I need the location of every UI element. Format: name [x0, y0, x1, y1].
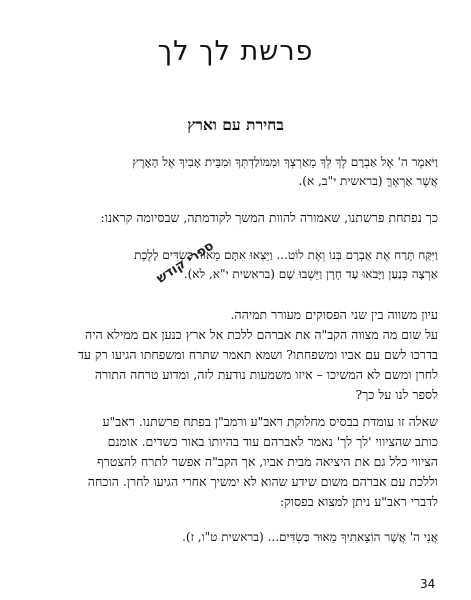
- paragraph-3: [33, 412, 438, 512]
- paragraph-line: לדברי ראב"ע ניתן למצוא בפסוק:: [279, 494, 438, 509]
- verse-2-line: אַרְצָה כְּנַעַן וַיָּבֹאוּ עַד חָרָן וַיֵּשְׁבוּ שָׁם (בראשית י"א, לא).: [183, 267, 438, 281]
- paragraph-line: על שום מה מצווה הקב"ה את אברהם ללכת אל ארץ כנען אם ממילא היה: [85, 327, 438, 342]
- verse-1-line: וַיֹּאמֶר ה' אֶל אַבְרָם לֶךְ לְךָ מֵאַרְצְךָ וּמִמּוֹלַדְתְּךָ וּמִבֵּית אָבִיךָ אֶל הָאָרֶץ: [132, 155, 438, 169]
- section-subtitle: בחירת עם וארץ: [187, 115, 284, 134]
- paragraph-line: כותב שהציווי 'לך לך' נאמר לאברהם עוד בהיותו באור כשדים. אומנם: [107, 434, 438, 449]
- paragraph-line: וללכת עם אברהם משום שידע שהוא לא ימשיך אחרי הגיעו לחרן. הוכחה: [87, 474, 438, 489]
- verse-3-line: אֲנִי ה' אֲשֶׁר הוֹצֵאתִיךָ מֵאוּר כַּשְׂדִּים... (בראשית ט"ו, ז).: [182, 530, 438, 544]
- verse-block-1: [33, 153, 438, 191]
- paragraph-line: כך נפתחת פרשתנו, שאמורה להוות המשך לקודמתה, שבסיומה קראנו:: [100, 210, 438, 225]
- page-number: 34: [420, 577, 436, 591]
- watermark-stamp: ספרי קודש: [154, 238, 217, 287]
- paragraph-line: לחרן ומשם לא המשיכו – איזו משמעות נודעת לזה, ומדוע טרחה התורה: [94, 367, 438, 382]
- paragraph-line: בדרכו לשם עם אביו ומשפחתו? ושמא תאמר שתרח ומשפחתו הגיעו רק עד: [77, 347, 438, 362]
- verse-block-2: [33, 246, 438, 284]
- paragraph-1: [33, 208, 438, 227]
- paragraph-2: [33, 305, 438, 405]
- paragraph-line: הציווי כלל גם את היציאה מבית אביו, אך הקב"ה אפשר לתרח להצטרף: [97, 454, 438, 469]
- verse-block-3: [33, 528, 438, 547]
- verse-2-line: וַיִּקַּח תֶּרַח אֶת אַבְרָם בְּנוֹ וְאֶת לוֹט... וַיֵּצְאוּ אִתָּם מֵאוּר כַּשְׂדִּים לָלֶכֶת: [134, 248, 438, 262]
- verse-1-line: אֲשֶׁר אַרְאֶךָּ (בראשית י"ב, א).: [298, 174, 438, 188]
- paragraph-line: עיון משווה בין שני הפסוקים מעורר תמיהה.: [230, 307, 438, 322]
- paragraph-line: לספר לנו על כך?: [355, 387, 438, 402]
- paragraph-line: שאלה זו עומדת בבסיס מחלוקת ראב"ע ורמב"ן בפתח פרשתנו. ראב"ע: [102, 414, 438, 429]
- page-title: פרשת לך לך: [157, 36, 314, 67]
